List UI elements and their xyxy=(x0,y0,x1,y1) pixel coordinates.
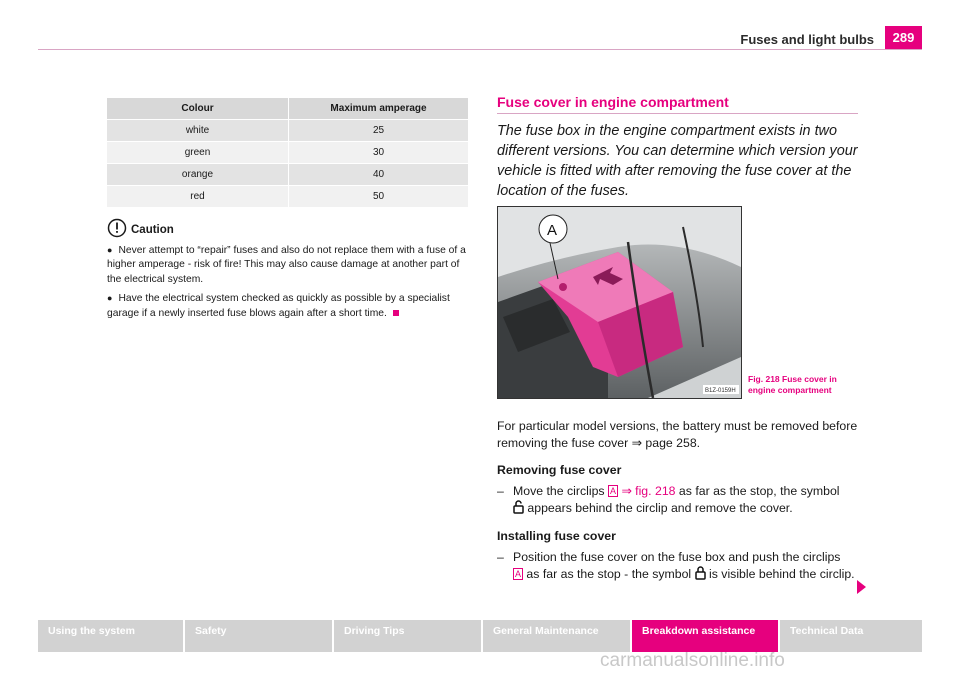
page-header-title: Fuses and light bulbs xyxy=(740,32,874,47)
column-header-colour: Colour xyxy=(107,98,289,120)
page-number: 289 xyxy=(885,26,922,49)
table-cell-amperage: 25 xyxy=(289,120,469,142)
removing-heading: Removing fuse cover xyxy=(497,463,622,477)
table-cell-colour: green xyxy=(107,142,289,164)
section-divider xyxy=(497,113,858,114)
table-row xyxy=(107,164,468,186)
callout-tag-a: A xyxy=(515,569,522,579)
figure-code: B1Z-0159H xyxy=(705,388,736,394)
page-link[interactable]: page 258. xyxy=(641,436,701,450)
fuse-cover-illustration xyxy=(498,207,741,398)
table-cell-colour: red xyxy=(107,186,289,208)
table-row xyxy=(107,142,468,164)
table-row xyxy=(107,186,468,208)
section-intro: The fuse box in the engine compartment exists in two different versions. You can determine which version your vehicle is fitted with after removing the fuse cover at the location of the fuses. xyxy=(497,123,858,199)
step-dash: – xyxy=(497,550,504,564)
caution-box xyxy=(107,218,469,326)
tab-technical-data[interactable]: Technical Data xyxy=(780,620,922,652)
next-page-arrow-icon[interactable] xyxy=(857,580,866,594)
step-dash: – xyxy=(497,484,504,498)
arrow-ref-icon: ⇒ xyxy=(631,436,642,450)
locked-padlock-icon xyxy=(695,566,706,580)
tab-general-maintenance[interactable]: General Maintenance xyxy=(483,620,630,652)
caution-item: ● Never attempt to “repair” fuses and also do not replace them with a fuse of a higher amperage - risk of fire! This may also cause damage at another part of the electrical system. xyxy=(107,245,466,285)
removing-step: – Move the circlips A ⇒ fig. 218 as far as the stop, the symbol appears behind the circlip and remove the cover. xyxy=(497,484,840,515)
table-cell-amperage: 30 xyxy=(289,142,469,164)
tab-breakdown-assistance[interactable]: Breakdown assistance xyxy=(632,620,778,652)
table-cell-colour: orange xyxy=(107,164,289,186)
warning-icon xyxy=(107,218,127,238)
tab-driving-tips[interactable]: Driving Tips xyxy=(334,620,481,652)
installing-step: – Position the fuse cover on the fuse box and push the circlips A as far as the stop - the symbol is visible behind the circlip. xyxy=(497,550,855,581)
figure-link[interactable]: ⇒ fig. 218 xyxy=(621,484,676,498)
callout-tag-a: A xyxy=(610,486,617,496)
section-title: Fuse cover in engine compartment xyxy=(497,94,729,110)
callout-label-a: A xyxy=(547,222,558,239)
installing-heading: Installing fuse cover xyxy=(497,529,616,543)
engine-compartment-photo xyxy=(497,206,742,399)
watermark: carmanualsonline.info xyxy=(600,650,785,671)
figure-caption: Fig. 218 Fuse cover in engine compartment xyxy=(748,374,837,395)
tab-safety[interactable]: Safety xyxy=(185,620,332,652)
bullet-icon: ● xyxy=(107,293,113,304)
chapter-tab-bar xyxy=(38,620,922,652)
fuse-colour-table xyxy=(107,98,468,207)
header-divider xyxy=(38,49,922,50)
table-header-row xyxy=(107,98,468,120)
bullet-icon: ● xyxy=(107,245,113,255)
table-cell-colour: white xyxy=(107,120,289,142)
caution-title: Caution xyxy=(131,223,174,236)
battery-note: For particular model versions, the battery must be removed before removing the fuse cover ⇒ page 258. xyxy=(497,419,858,450)
end-of-section-icon xyxy=(393,310,399,316)
tab-using-the-system[interactable]: Using the system xyxy=(38,620,183,652)
caution-heading xyxy=(107,218,469,238)
unlocked-padlock-icon xyxy=(513,500,524,514)
caution-item: ● Have the electrical system checked as quickly as possible by a specialist garage if a newly inserted fuse blows again after a short time. xyxy=(107,293,450,319)
table-row xyxy=(107,120,468,142)
column-header-amperage: Maximum amperage xyxy=(289,98,469,120)
table-cell-amperage: 50 xyxy=(289,186,469,208)
table-cell-amperage: 40 xyxy=(289,164,469,186)
